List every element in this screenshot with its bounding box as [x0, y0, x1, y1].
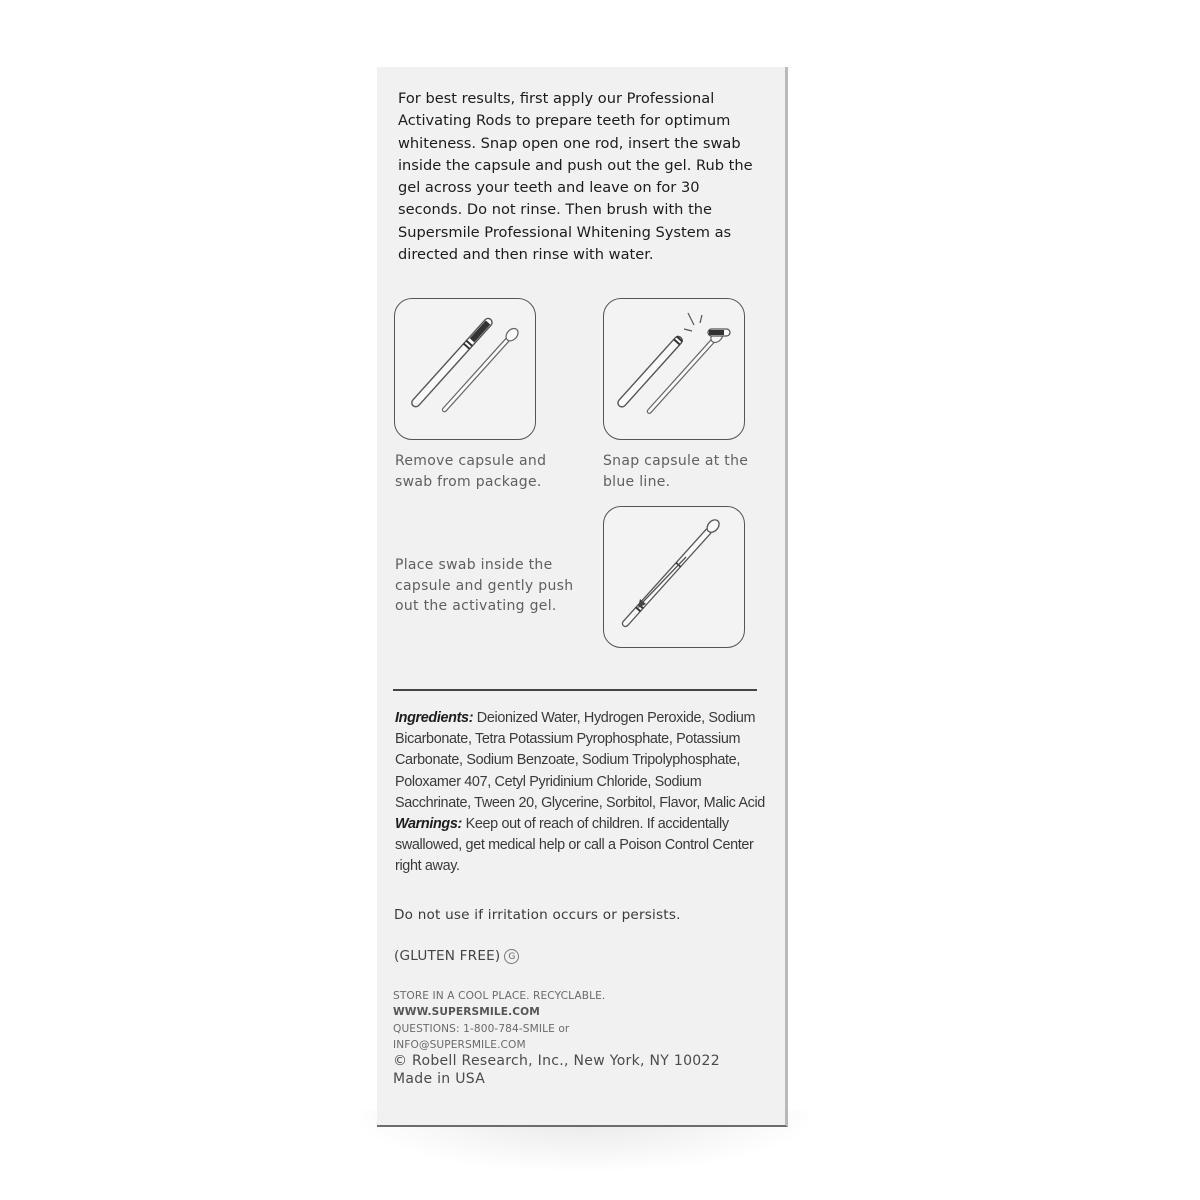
- capsule-and-swab-icon: [394, 298, 536, 440]
- step-3-caption-line: capsule and gently push: [395, 577, 574, 594]
- storage-note: STORE IN A COOL PLACE. RECYCLABLE.: [393, 990, 606, 1002]
- section-divider: [393, 689, 757, 691]
- gluten-free-text: (GLUTEN FREE): [394, 948, 501, 964]
- contact-email: INFO@SUPERSMILE.COM: [393, 1038, 526, 1051]
- warnings-text: Keep out of reach of children. If accidentally swallowed, get medical help or call a Poison Control Center right away.: [395, 816, 754, 875]
- warnings-label: Warnings:: [395, 816, 462, 833]
- step-3-caption: [395, 555, 573, 617]
- snap-capsule-icon: [603, 298, 745, 440]
- gluten-free-icon: G: [504, 949, 519, 964]
- origin-label: Made in USA: [393, 1070, 486, 1087]
- ingredients-and-warnings: [395, 708, 770, 878]
- step-1-caption-line: swab from package.: [395, 473, 542, 490]
- insert-swab-icon: [603, 506, 745, 648]
- irritation-note: Do not use if irritation occurs or persists.: [394, 907, 681, 923]
- step-2-caption-line: blue line.: [603, 473, 671, 490]
- step-2-caption: [603, 451, 748, 492]
- company-address: © Robell Research, Inc., New York, NY 10022: [393, 1053, 720, 1070]
- step-1-caption-line: Remove capsule and: [395, 453, 547, 469]
- step-2-caption-line: Snap capsule at the: [603, 453, 749, 469]
- footer-info: [393, 988, 773, 1088]
- step-1-caption: [395, 451, 546, 492]
- ingredients-label: Ingredients:: [395, 710, 474, 726]
- website-link: WWW.SUPERSMILE.COM: [393, 1006, 540, 1019]
- gluten-free-label: [394, 948, 519, 964]
- step-3-caption-line: out the activating gel.: [395, 598, 557, 614]
- usage-instructions: For best results, first apply our Professional Activating Rods to prepare teeth for optimum whiteness. Snap open one rod, insert the swab inside the capsule and push out the gel. Rub the gel across your teeth and leave on for 30 seconds. Do not rinse. Then brush with the Supersmile Professional Whitening System as directed and then rinse with water.: [398, 90, 753, 264]
- ingredients-list: Deionized Water, Hydrogen Peroxide, Sodium Bicarbonate, Tetra Potassium Pyrophosphate, Potassium Carbonate, Sodium Benzoate, Sodium Tripolyphosphate, Poloxamer 407, Cetyl Pyridinium Chloride, Sodium Sacchrinate, Tween 20, Glycerine, Sorbitol, Flavor, Malic Acid: [395, 710, 765, 811]
- questions-phone: QUESTIONS: 1-800-784-SMILE or: [393, 1022, 570, 1035]
- step-3-caption-line: Place swab inside the: [395, 557, 553, 573]
